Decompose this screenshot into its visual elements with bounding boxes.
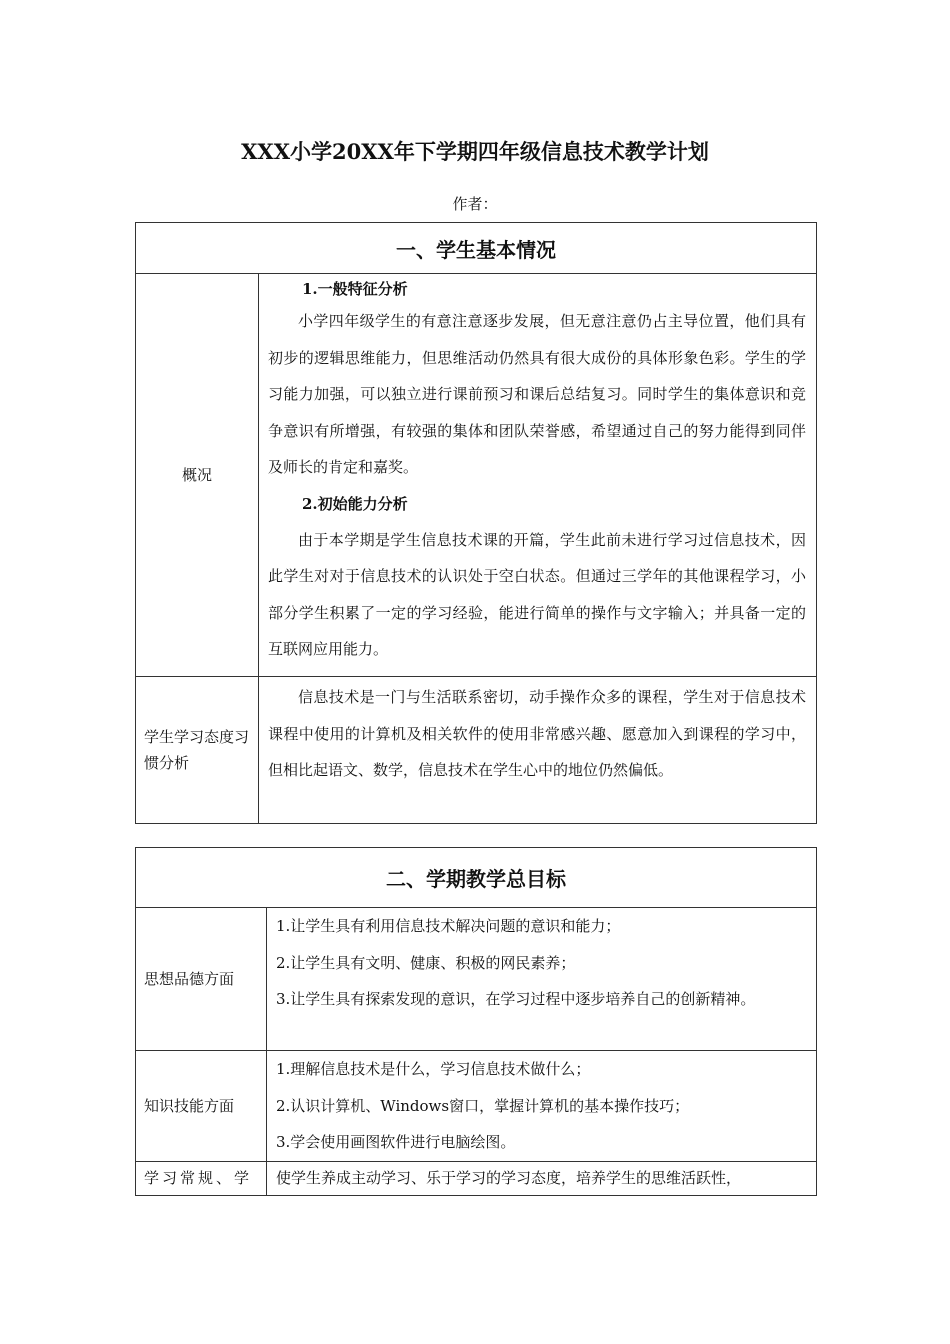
moral-item: 2.让学生具有文明、健康、积极的网民素养； xyxy=(276,953,576,972)
overview-label: 概况 xyxy=(136,274,259,677)
paragraph-attitude: 信息技术是一门与生活联系密切，动手操作众多的课程，学生对于信息技术课程中使用的计算机及相关软件的使用非常感兴趣、愿意加入到课程的学习中，但相比起语文、数学，信息技术在学生心中的地位仍然偏低。 xyxy=(268,688,806,779)
paragraph-initial-ability: 由于本学期是学生信息技术课的开篇，学生此前未进行学习过信息技术，因此学生对对于信息技术的认识处于空白状态。但通过三学年的其他课程学习，小部分学生积累了一定的学习经验，能进行简单的操作与文字输入；并具备一定的互联网应用能力。 xyxy=(268,530,806,658)
subheading-general-features: 1.一般特征分析 xyxy=(302,280,408,298)
attitude-content xyxy=(259,677,817,824)
document-title: XXX小学20XX年下学期四年级信息技术教学计划 xyxy=(241,139,709,164)
section1-heading: 一、学生基本情况 xyxy=(136,223,817,274)
knowledge-content xyxy=(267,1051,817,1162)
knowledge-item: 3.学会使用画图软件进行电脑绘图。 xyxy=(276,1133,516,1151)
habits-paragraph: 使学生养成主动学习、乐于学习的学习态度，培养学生的思维活跃性， xyxy=(276,1168,742,1187)
knowledge-item: 2.认识计算机、Windows窗口，掌握计算机的基本操作技巧； xyxy=(276,1096,690,1115)
attitude-label: 学生学习态度习惯分析 xyxy=(136,677,259,824)
knowledge-item: 1.理解信息技术是什么，学习信息技术做什么； xyxy=(276,1060,591,1078)
habits-content xyxy=(267,1161,817,1195)
section2-heading: 二、学期教学总目标 xyxy=(136,848,817,908)
paragraph-general-features: 小学四年级学生的有意注意逐步发展，但无意注意仍占主导位置，他们具有初步的逻辑思维能力，但思维活动仍然具有很大成份的具体形象色彩。学生的学习能力加强，可以独立进行课前预习和课后总结复习。同时学生的集体意识和竞争意识有所增强，有较强的集体和团队荣誉感，希望通过自己的努力能得到同伴及师长的肯定和嘉奖。 xyxy=(268,312,806,476)
habits-label: 学习常规、学 xyxy=(136,1161,267,1195)
section-student-basics-table xyxy=(135,222,817,824)
knowledge-label: 知识技能方面 xyxy=(136,1051,267,1162)
moral-label: 思想品德方面 xyxy=(136,908,267,1051)
author-line: 作者： xyxy=(452,195,498,213)
moral-item: 1.让学生具有利用信息技术解决问题的意识和能力； xyxy=(276,917,621,935)
moral-content xyxy=(267,908,817,1051)
section-semester-goals-table xyxy=(135,847,817,1196)
moral-item: 3.让学生具有探索发现的意识，在学习过程中逐步培养自己的创新精神。 xyxy=(276,990,756,1008)
overview-content xyxy=(259,274,817,677)
subheading-initial-ability: 2.初始能力分析 xyxy=(302,494,408,513)
